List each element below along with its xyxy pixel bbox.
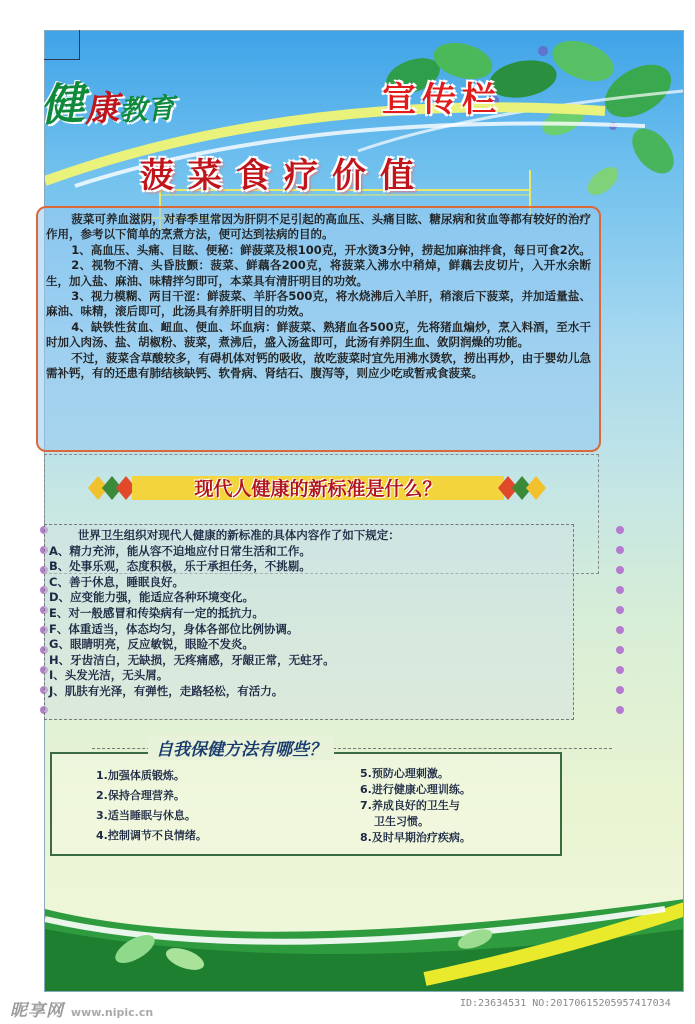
- title-char-kang: 康: [83, 88, 120, 131]
- list-item: 7.养成良好的卫生与: [360, 799, 460, 812]
- self-care-title: 自我保健方法有哪些？: [148, 735, 334, 760]
- health-standard-box: [44, 524, 574, 720]
- paragraph: 菠菜可养血滋阴，对春季里常因为肝阴不足引起的高血压、头痛目眩、糖尿病和贫血等都有较好的治疗作用，参考以下简单的烹煮方法，便可达到祛病的目的。: [46, 212, 591, 242]
- title-word-jiaoyu: 教育: [117, 91, 176, 128]
- title-xuanchuanlan: 宣传栏: [382, 80, 502, 120]
- list-item: B、处事乐观，态度积极，乐于承担任务，不挑剔。: [49, 559, 311, 574]
- subtitle-spinach: 菠菜食疗价值: [140, 156, 428, 196]
- watermark-id: ID:23634531 NO:20170615205957417034: [460, 998, 671, 1009]
- list-item: J、肌肤有光泽，有弹性，走路轻松，有活力。: [49, 683, 284, 698]
- list-item: 卫生习惯。: [374, 815, 429, 828]
- health-standard-title: 现代人健康的新标准是什么？: [194, 478, 442, 500]
- list-item: 8.及时早期治疗疾病。: [360, 831, 471, 844]
- list-item: F、体重适当，体态均匀，身体各部位比例协调。: [49, 621, 299, 636]
- list-item: A、精力充沛，能从容不迫地应付日常生活和工作。: [49, 543, 311, 558]
- list-item: D、应变能力强，能适应各种环境变化。: [49, 590, 255, 605]
- list-item: 1.加强体质锻炼。: [96, 769, 185, 782]
- main-title: [38, 57, 175, 134]
- paragraph: 4、缺铁性贫血、衄血、便血、坏血病：鲜菠菜、熟猪血各500克，先将猪血煸炒，烹入料酒，至水干时加入肉汤、盐、胡椒粉、菠菜，煮沸后，盛入汤盆即可，此汤有养阴生血、敛阴润燥的功能。: [46, 319, 591, 350]
- spinach-text-box: [36, 206, 601, 452]
- watermark-brand: [10, 996, 153, 1021]
- bottom-wave-decoration: [45, 869, 684, 992]
- list-item: 4.控制调节不良情绪。: [96, 829, 207, 842]
- list-item: 5.预防心理刺激。: [360, 767, 449, 780]
- self-care-left-list: [96, 766, 207, 846]
- crop-mark: [44, 30, 80, 60]
- list-item: G、眼睛明亮，反应敏锐，眼睑不发炎。: [49, 637, 254, 652]
- list-item: C、善于休息，睡眠良好。: [49, 574, 184, 589]
- paragraph: 1、高血压、头痛、目眩、便秘：鲜菠菜及根100克，开水烫3分钟，捞起加麻油拌食，每日可食2次。: [71, 242, 591, 257]
- paragraph: 2、视物不清、头昏肢颤：菠菜、鲜藕各200克，将菠菜入沸水中稍焯，鲜藕去皮切片，入开水余断生，加入盐、麻油、味精拌匀即可，本菜具有清肝明目的功效。: [46, 258, 591, 288]
- list-item: E、对一般感冒和传染病有一定的抵抗力。: [49, 605, 264, 620]
- self-care-right-list: [360, 766, 471, 846]
- list-item: H、牙齿洁白，无缺损，无疼痛感，牙龈正常，无蛀牙。: [49, 652, 335, 667]
- list-item: 3.适当睡眠与休息。: [96, 809, 196, 822]
- list-item: 6.进行健康心理训练。: [360, 783, 471, 796]
- list-item: 2.保持合理营养。: [96, 789, 185, 802]
- paragraph: 3、视力模糊、两目干涩：鲜菠菜、羊肝各500克，将水烧沸后入羊肝，稍滚后下菠菜，并加适量盐、麻油、味精，滚后即可，此汤具有养肝明目的功效。: [46, 289, 591, 319]
- paragraph: 不过，菠菜含草酸较多，有碍机体对钙的吸收，故吃菠菜时宜先用沸水烫软，捞出再炒，由于婴幼儿急需补钙，有的还患有肺结核缺钙、软骨病、肾结石、腹泻等，则应少吃或暂戒食菠菜。: [46, 350, 591, 381]
- watermark-site: www.nipic.cn: [70, 1006, 154, 1019]
- standard-intro: 世界卫生组织对现代人健康的新标准的具体内容作了如下规定：: [77, 528, 400, 542]
- list-item: I、头发光洁，无头屑。: [49, 668, 169, 683]
- watermark-brand-text: 昵享网: [10, 1001, 64, 1021]
- right-bead-decoration: [614, 520, 626, 720]
- title-char-jian: 健: [39, 78, 86, 132]
